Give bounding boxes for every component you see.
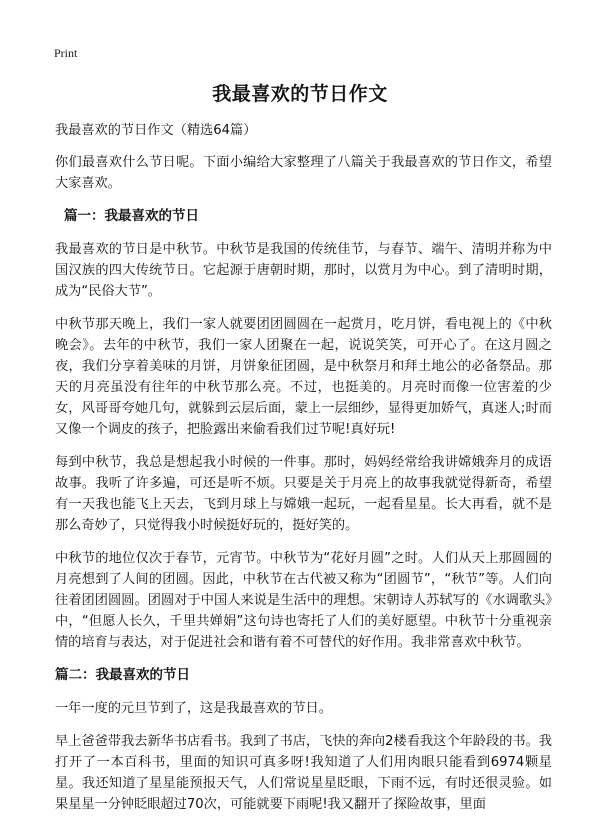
- paragraph: 中秋节那天晚上，我们一家人就要团团圆圆在一起赏月，吃月饼，看电视上的《中秋晚会》。去年的中秋节，我们一家人团聚在一起，说说笑笑，可开心了。在这月圆之夜，我们分享着美味的月饼，月饼象征团圆，是中秋祭月和拜土地公的必备祭品。那天的月亮虽没有往年的中秋节那么亮。不过，也挺美的。月亮时而像一位害羞的少女，风哥哥夸她几句，就躲到云层后面，蒙上一层细纱，显得更加娇气，真迷人;时而又像一个调皮的孩子，把脸露出来偷看我们过节呢!真好玩!: [55, 317, 552, 437]
- paragraph: 早上爸爸带我去新华书店看书。我到了书店，飞快的奔向2楼看我这个年龄段的书。我打开了一本百科书，里面的知识可真多呀!我知道了人们用肉眼只能看到6974颗星星。我还知道了星星能预报天气，人们常说星星眨眼，下雨不远，有时还很灵验。如果星星一分钟眨眼超过70次，可能就要下雨呢!我又翻开了探险故事，里面: [55, 734, 552, 812]
- paragraph: 每到中秋节，我总是想起我小时候的一件事。那时，妈妈经常给我讲嫦娥奔月的成语故事。我听了许多遍，可还是听不烦。只要是关于月亮上的故事我就觉得新奇，希望有一天我也能飞上天去，飞到月球上与嫦娥一起玩，一起看星星。长大再看，就不是那么奇妙了，只觉得我小时候挺好玩的，挺好笑的。: [55, 455, 552, 533]
- paragraph: 中秋节的地位仅次于春节，元宵节。中秋节为“花好月圆”之时。人们从天上那圆圆的月亮想到了人间的团圆。因此，中秋节在古代被又称为“团圆节”，“秋节”等。人们向往着团团圆圆。团圆对于中国人来说是生活中的理想。宋朝诗人苏轼写的《水调歌头》中，“但愿人长久，千里共婵娟”这句诗也寄托了人们的美好愿望。中秋节十分重视亲情的培育与表达，对于促进社会和谐有着不可替代的好作用。我非常喜欢中秋节。: [55, 551, 552, 650]
- intro-paragraph: 你们最喜欢什么节日呢。下面小编给大家整理了八篇关于我最喜欢的节日作文，希望大家喜欢。: [55, 155, 552, 191]
- paragraph: 我最喜欢的节日是中秋节。中秋节是我国的传统佳节，与春节、端午、清明并称为中国汉族的四大传统节日。它起源于唐朝时期，那时，以赏月为中心。到了清明时期，成为“民俗大节”。: [55, 242, 552, 299]
- article-body: [55, 120, 552, 827]
- section-heading: 篇二：我最喜欢的节日: [55, 667, 190, 683]
- section-heading: 篇一：我最喜欢的节日: [64, 208, 199, 224]
- paragraph: 一年一度的元旦节到了，这是我最喜欢的节日。: [55, 701, 332, 716]
- print-link[interactable]: Print: [54, 46, 78, 60]
- page-title: 我最喜欢的节日作文: [212, 83, 388, 105]
- article-subtitle: 我最喜欢的节日作文（精选64篇）: [55, 123, 257, 138]
